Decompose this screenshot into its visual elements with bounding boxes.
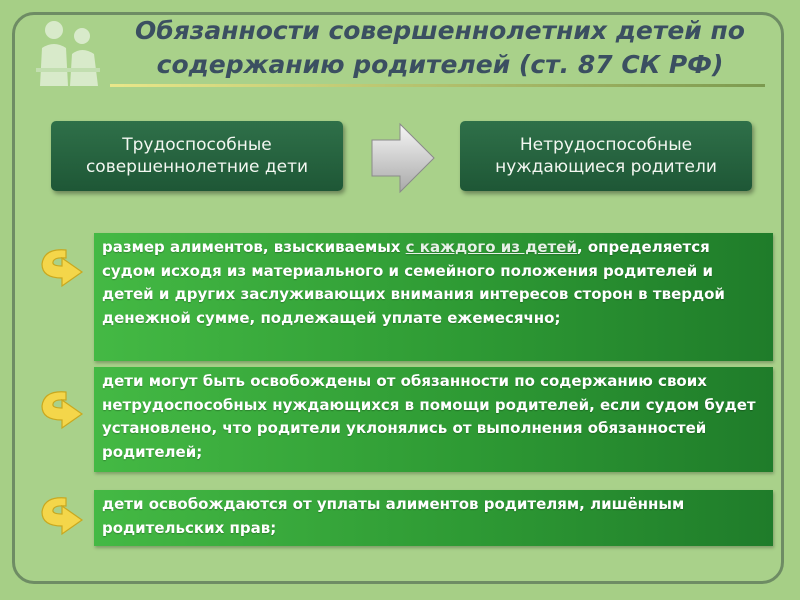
title-line-2: содержанию родителей (ст. 87 СК РФ) bbox=[156, 50, 724, 79]
each-child-link[interactable]: с каждого из детей bbox=[405, 238, 577, 256]
curved-arrow-icon bbox=[36, 386, 86, 430]
title-line-1: Обязанности совершеннолетних детей по bbox=[135, 16, 745, 45]
duty-item-text-end: , определяется судом исходя из материального и семейного положения родителей и детей и других заслуживающих внимания интересов сторон в твердой денежной сумме, подлежащей уплате ежемесячно; bbox=[102, 238, 725, 327]
page-title bbox=[110, 14, 770, 82]
people-silhouette-icon bbox=[32, 18, 104, 86]
curved-arrow-icon bbox=[36, 244, 86, 288]
duty-item-text: дети освобождаются от уплаты алиментов родителям, лишённым родительских прав; bbox=[102, 495, 685, 537]
duty-item-release-deprived bbox=[94, 490, 773, 546]
curved-arrow-icon bbox=[36, 492, 86, 536]
title-underline bbox=[110, 84, 765, 87]
duty-item-text: дети могут быть освобождены от обязанности по содержанию своих нетрудоспособных нуждающихся в помощи родителей, если судом будет установлено, что родители уклонялись от выполнения обязанностей родителей; bbox=[102, 372, 756, 461]
role-box-children bbox=[51, 121, 343, 191]
role-box-children-label: Трудоспособные совершеннолетние дети bbox=[85, 135, 309, 177]
duty-item-text-start: размер алиментов, взыскиваемых bbox=[102, 238, 406, 256]
right-arrow-icon bbox=[370, 122, 436, 194]
duty-item-alimony-amount bbox=[94, 233, 773, 361]
duty-item-release-evasion bbox=[94, 367, 773, 472]
role-box-parents bbox=[460, 121, 752, 191]
role-box-parents-label: Нетрудоспособные нуждающиеся родители bbox=[495, 135, 717, 177]
